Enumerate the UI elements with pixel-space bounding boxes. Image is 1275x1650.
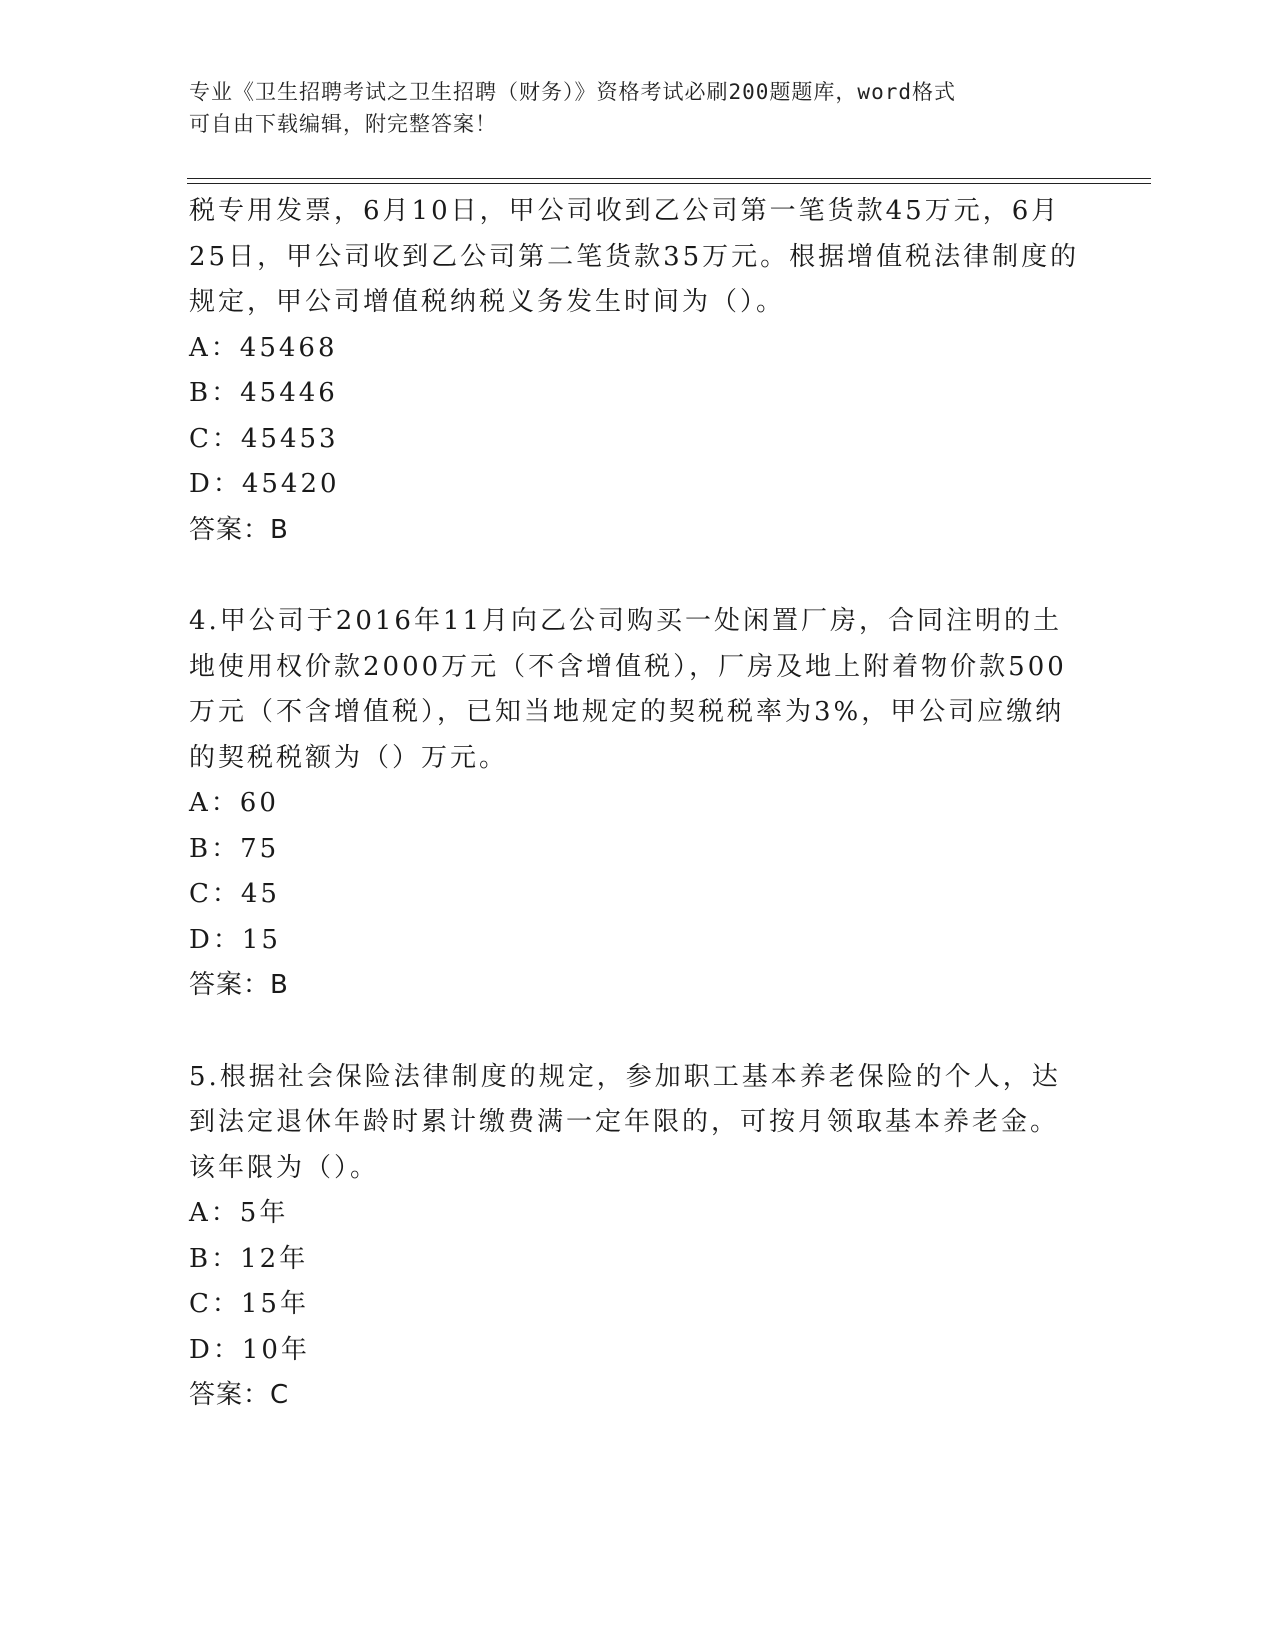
question-3: [189, 189, 1089, 553]
question-text-line: 4.甲公司于2016年11月向乙公司购买一处闲置厂房，合同注明的土: [189, 606, 1063, 636]
question-text-line: 5.根据社会保险法律制度的规定，参加职工基本养老保险的个人，达: [189, 1061, 1061, 1092]
option-a: A：5年: [189, 1198, 289, 1228]
option-b: B：45446: [189, 378, 338, 408]
question-5: [189, 1055, 1089, 1419]
option-a: A：60: [189, 788, 279, 818]
option-c: C：45453: [189, 423, 339, 454]
question-text-line: 25日，甲公司收到乙公司第二笔货款35万元。根据增值税法律制度的: [189, 241, 1080, 272]
header-line-2: 可自由下载编辑，附完整答案！: [189, 112, 497, 136]
option-b: B：75: [189, 833, 280, 864]
document-header: [189, 76, 1069, 140]
option-d: D：15: [189, 924, 281, 955]
spacer: [189, 1009, 1089, 1055]
option-c: C：45: [189, 879, 280, 909]
question-text-line: 地使用权价款2000万元（不含增值税），厂房及地上附着物价款500: [189, 651, 1067, 682]
option-d: D：45420: [189, 469, 340, 499]
header-rule-top: [187, 178, 1151, 179]
option-a: A：45468: [189, 332, 338, 363]
question-4: [189, 599, 1089, 1009]
question-text-line: 规定，甲公司增值税纳税义务发生时间为（）。: [189, 287, 786, 317]
option-c: C：15年: [189, 1289, 309, 1319]
question-text-line: 的契税税额为（）万元。: [189, 742, 509, 773]
header-rule-bottom: [187, 183, 1151, 184]
question-text-line: 到法定退休年龄时累计缴费满一定年限的，可按月领取基本养老金。: [189, 1107, 1060, 1137]
question-text-line: 万元（不含增值税），已知当地规定的契税税率为3%，甲公司应缴纳: [189, 697, 1065, 727]
answer-line: 答案：C: [189, 1380, 290, 1410]
spacer: [189, 553, 1089, 599]
option-d: D：10年: [189, 1334, 310, 1365]
question-text-line: 该年限为（）。: [189, 1152, 380, 1183]
question-text-line: 税专用发票，6月10日，甲公司收到乙公司第一笔货款45万元，6月: [189, 196, 1061, 226]
option-b: B：12年: [189, 1243, 309, 1274]
header-line-1: 专业《卫生招聘考试之卫生招聘（财务）》资格考试必刷200题题库，word格式: [189, 80, 956, 104]
question-list: [189, 189, 1089, 1419]
answer-line: 答案：B: [189, 970, 289, 1000]
answer-line: 答案：B: [189, 514, 289, 545]
